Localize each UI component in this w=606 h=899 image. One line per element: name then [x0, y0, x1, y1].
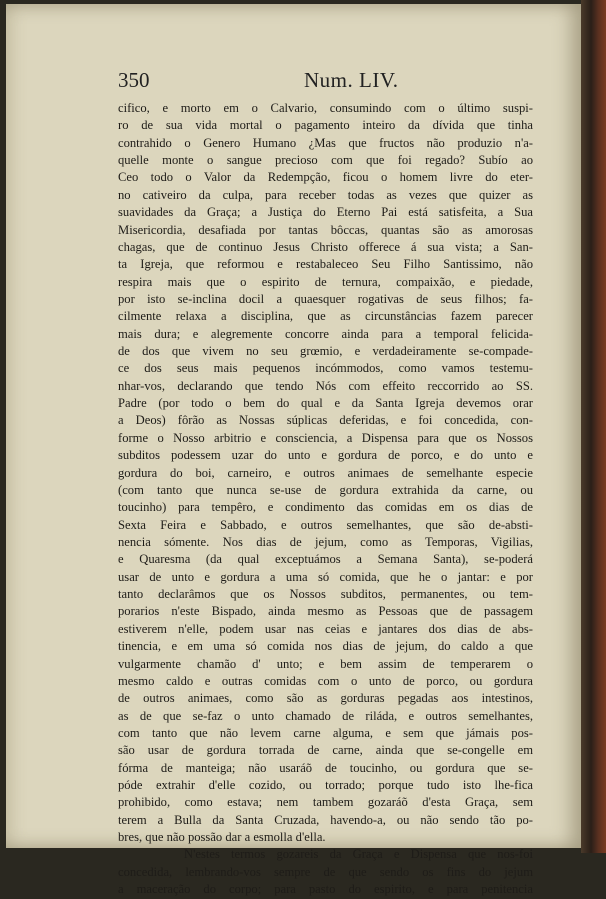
text-line: estiverem n'elle, podem usar nas ceias e jantares dos dias de abs-: [118, 621, 533, 636]
text-line: ro de sua vida mortal o pagamento inteiro da dívida que tinha: [118, 118, 533, 133]
text-line: nencia sómente. Nos dias de jejum, como as Temporas, Vigilias,: [118, 534, 533, 549]
text-line: chagas, que de continuo Jesus Christo offerece á sua vista; a San-: [118, 239, 533, 254]
text-line: terem a Bulla da Santa Cruzada, havendo-a, ou não sendo tão po-: [118, 812, 533, 827]
text-line: contrahido o Genero Humano ¿Mas que fructos não produzio n'a-: [118, 135, 533, 150]
text-line: por isto se-inclina docil a quaesquer rogativas de seus filhos; fa-: [118, 291, 533, 306]
text-line: Padre (por todo o bem do qual e da Santa Igreja devemos orar: [118, 396, 533, 411]
text-line: nhar-vos, declarando que tendo Nós com effeito reccorrido ao SS.: [118, 378, 533, 393]
page-header: [118, 68, 518, 94]
text-line: ce dos seus mais pequenos incómmodos, como vamos testemu-: [118, 361, 533, 376]
page-number: 350: [118, 68, 150, 92]
text-line: toucinho) para tempêro, e condimento das comidas em os dias de: [118, 500, 533, 515]
text-line: cifico, e morto em o Calvario, consumindo com o último suspi-: [118, 101, 533, 115]
text-line: mesmo caldo e outras comidas com o unto de porco, ou gordura: [118, 673, 533, 688]
body-text: [118, 100, 533, 899]
text-line: póde extrahir d'elle cozido, ou torrado; porque tudo isto lhe-fica: [118, 778, 533, 793]
text-line: as de que se-faz o unto chamado de riláda, e outros semelhantes,: [118, 708, 533, 723]
text-line: fórma de manteiga; não usaráõ de toucinho, ou gordura que se-: [118, 760, 533, 775]
text-line: cilmente relaxa a disciplina, que as circunstâncias fazem parecer: [118, 309, 533, 324]
text-line: com tanto que não levem carne alguma, e sem que jámais pos-: [118, 725, 533, 740]
text-line: gordura do boi, carneiro, e outros animaes de semelhante especie: [118, 465, 533, 480]
text-line: de dos que vivem no seu grœmio, e verdadeiramente se-compade-: [118, 344, 533, 359]
text-line: de outros animaes, como são as gorduras pegadas aos intestinos,: [118, 691, 533, 706]
text-line: porarios n'este Bispado, ainda mesmo as Pessoas que de passagem: [118, 604, 533, 619]
running-title: Num. LIV.: [304, 68, 399, 92]
text-line: são usar de gordura torrada de carne, ainda que se-congelle em: [118, 743, 533, 758]
book-edge: [581, 0, 606, 853]
text-line: tanto declarâmos que os Nossos subditos, permanentes, ou tem-: [118, 587, 533, 602]
text-line: bres, que não possão dar a esmolla d'ella.: [118, 830, 326, 845]
text-line: suavidades da Graça; a Justiça do Eterno Pai está satisfeita, a Sua: [118, 205, 533, 220]
text-line: no cativeiro da culpa, para receber todas as vezes que quizer as: [118, 187, 533, 202]
text-line: quelle monte o sangue precioso com que foi regado? Subío ao: [118, 153, 533, 168]
text-line: forme o Nosso arbitrio e consciencia, a Dispensa para que os Nossos: [118, 430, 533, 445]
text-line: a maceração do corpo; para pasto do espirito, e para penitencia: [118, 882, 533, 897]
text-line: concedida, lembrando-vos sempre de que sendo os fins do jejum: [118, 864, 533, 879]
text-line: Misericordia, desafiada por tantas bôccas, quantas são as amorosas: [118, 222, 533, 237]
text-line: subditos podessem uzar do unto e gordura de porco, e do unto e: [118, 448, 533, 463]
text-line: Sexta Feira e Sabbado, e outros semelhantes, que são de-absti-: [118, 517, 533, 532]
book-page: [6, 4, 581, 897]
text-line: usar de unto e gordura a uma só comida, que he o jantar: e por: [118, 569, 533, 584]
text-line: vulgarmente chamão d' unto; e bem assim de temperarem o: [118, 656, 533, 671]
text-line: respira mais que o espirito de ternura, compaixão, e piedade,: [118, 274, 533, 289]
text-line: mais dura; e alegremente concorre ainda para a temporal felicida-: [118, 326, 533, 341]
text-line: Ceo todo o Valor da Redempção, ficou o homem livre do eter-: [118, 170, 533, 185]
text-line: a Deos) fôrão as Nossas súplicas deferidas, e foi concedida, con-: [118, 413, 533, 428]
text-line: tinencia, e em uma só comida nos dias de jejum, do caldo a que: [118, 639, 533, 654]
text-line: prohibido, como estava; nem tambem gozaráõ d'esta Graça, sem: [118, 795, 533, 810]
paragraph-first-line: N'estes termos gozareis da Graça e Dispensa que nos-foi: [184, 847, 533, 862]
text-line: e Quaresma (da qual exceptuámos a Semana Santa), se-poderá: [118, 552, 533, 567]
text-line: (com tanto que nunca se-use de gordura extrahida da carne, ou: [118, 482, 533, 497]
text-line: ta Igreja, que reformou e restabaleceo Seu Filho Santissimo, não: [118, 257, 533, 272]
